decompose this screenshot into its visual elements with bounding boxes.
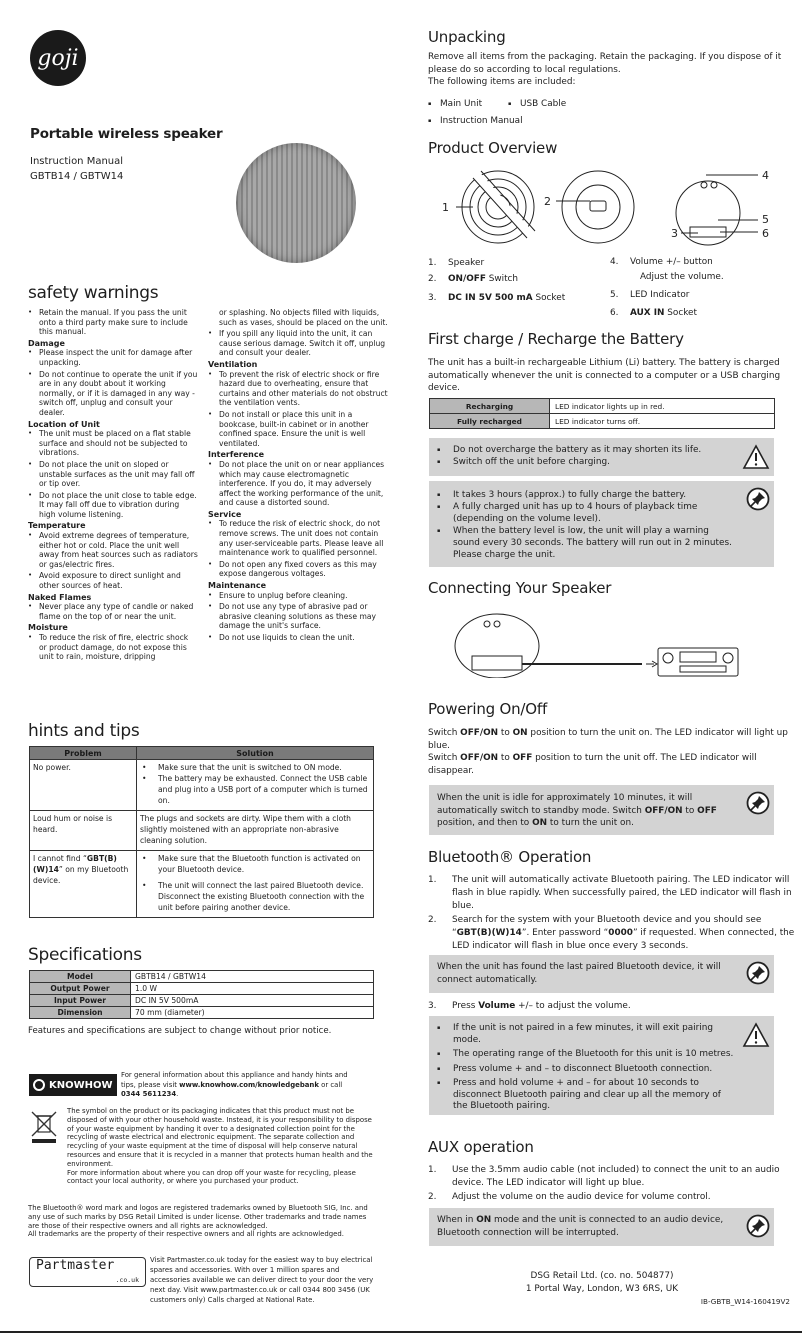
warning-triangle-icon [742, 444, 770, 470]
text: position to turn the unit on. The LED indicator will light up blue. [428, 728, 788, 751]
device-name: GBT(B)(W)14 [33, 854, 117, 874]
table-row [430, 399, 775, 414]
parts-column-1 [428, 255, 565, 306]
aux-note-box [429, 1208, 774, 1246]
bluetooth-trademark-notice [28, 1204, 378, 1239]
part-label: Socket [664, 308, 697, 318]
standby-note-box [429, 785, 774, 835]
table-row [30, 851, 374, 918]
right-page [402, 0, 802, 1335]
goji-logo: goji [30, 30, 86, 86]
table-header-row [30, 747, 374, 760]
step-text: ” if requested. When connected, the LED indicator will flash in blue once every 3 seconds. [452, 928, 795, 951]
partmaster-logo [29, 1257, 146, 1287]
safety-heading: Location of Unit [28, 419, 100, 429]
switch-position: ON [532, 818, 548, 828]
bluetooth-warning-box [429, 1016, 774, 1115]
step-number: 1. [428, 875, 437, 885]
powering-text [428, 727, 792, 777]
safety-heading: Naked Flames [28, 592, 92, 602]
included-item: ▪ USB Cable [508, 96, 566, 113]
company-name: DSG Retail Ltd. (co. no. 504877) [530, 1271, 674, 1281]
knowhow-text: For general information about this appliance and handy hints and tips, please visit [121, 1071, 348, 1089]
pushpin-note-icon [746, 791, 770, 815]
model-numbers: GBTB14 / GBTW14 [30, 171, 124, 182]
safety-item: • To prevent the risk of electric shock or fire hazard due to overheating, ensure that curtains and other materials do not obstruct the ventilation vents. [208, 370, 388, 408]
solution-item: • The battery may be exhausted. Connect the USB cable and plug into a USB port of a computer which is turned on. [140, 773, 370, 806]
step-text: +/– to adjust the volume. [515, 1001, 631, 1011]
safety-item: • Do not continue to operate the unit if you are in any doubt about it working normally, or if it is damaged in any way - switch off, unplug and consult your dealer. [28, 370, 198, 418]
callout-4: 4 [762, 169, 769, 182]
company-address [402, 1270, 802, 1295]
button-label: Volume [478, 1001, 516, 1011]
step-text: Search for the system with your Bluetooth device and you should see “ [452, 915, 762, 938]
solution-item: • Make sure that the unit is switched to ON mode. [140, 762, 370, 773]
connecting-title: Connecting Your Speaker [428, 579, 612, 597]
part-number: 3. [428, 293, 437, 303]
step-text: Adjust the volume on the audio device for volume control. [452, 1192, 711, 1202]
safety-item: • Do not place the unit on sloped or unstable surfaces as the unit may fall off or tip over. [28, 460, 198, 489]
solution-item: • The unit will connect the last paired Bluetooth device. Disconnect the existing Bluetooth connection with the unit before pairing another device. [140, 880, 370, 913]
warning-item: ▪ If the unit is not paired in a few minutes, it will exit pairing mode. [437, 1023, 734, 1046]
trademark-paragraph: The Bluetooth® word mark and logos are registered trademarks owned by Bluetooth SIG, Inc. and any use of such marks by DSG Retail Limited is under license. Other trademarks and trade names are those of their respective owners and all rights are acknowledged. [28, 1204, 368, 1230]
part-label-bold: AUX IN [630, 308, 665, 318]
warning-item: ▪ Press volume + and – to disconnect Bluetooth connection. [437, 1064, 734, 1076]
problem-cell [30, 851, 137, 918]
step-text: Use the 3.5mm audio cable (not included) to connect the unit to an audio device. The LED indicator will light up blue. [452, 1165, 780, 1188]
part-label-bold: DC IN 5V 500 mA [448, 293, 533, 303]
manual-label: Instruction Manual [30, 156, 124, 167]
table-row [30, 760, 374, 811]
power-off-instruction [428, 752, 792, 777]
warning-item: ▪ Press and hold volume + and – for about 10 seconds to disconnect Bluetooth pairing and clear up all the memory of the Bluetooth pairing. [437, 1078, 734, 1113]
safety-heading: Maintenance [208, 581, 267, 591]
charge-state: Fully recharged [430, 414, 550, 429]
part-item [428, 255, 565, 271]
part-number: 1. [428, 258, 437, 268]
note-text: mode and the unit is connected to an audio device, Bluetooth connection will be interrupted. [437, 1215, 724, 1238]
info-item: ▪ When the battery level is low, the unit will play a warning sound every 30 seconds. The battery will run out in 2 minutes. Please charge the unit. [437, 525, 734, 561]
step-number: 3. [428, 1001, 437, 1011]
partmaster-info: Visit Partmaster.co.uk today for the easiest way to buy electrical spares and accessories. With over 1 million spares and accessories available we can deliver direct to your door the very next day. Visit www.partmaster.co.uk or call 0344 800 3456 (UK customers only) Calls charged at National Rate. [150, 1256, 374, 1304]
info-item: ▪ A fully charged unit has up to 4 hours of playback time (depending on the volume level). [437, 501, 734, 525]
spec-value: DC IN 5V 500mA [131, 995, 374, 1007]
switch-position: ON [512, 728, 528, 738]
step-text: The unit will automatically activate Bluetooth pairing. The LED indicator will flash in blue rapidly. When successfully paired, the LED indicator will flash in blue. [452, 875, 792, 911]
speaker-image [236, 143, 356, 263]
part-label: LED Indicator [630, 290, 690, 300]
knowhow-info [121, 1071, 351, 1100]
unpacking-paragraph: Remove all items from the packaging. Retain the packaging. If you dispose of it please do so according to local regulations. [428, 52, 782, 75]
safety-item: • Do not install or place this unit in a bookcase, built-in cabinet or in another confined space. Ensure the unit is well ventilated. [208, 410, 388, 448]
text: position, and then to [437, 818, 533, 828]
callout-3: 3 [671, 227, 678, 240]
weee-paragraph: The symbol on the product or its packaging indicates that this product must not be disposed of with your other household waste. Instead, it is your responsibility to dispose of your waste equipment by handing it over to a designated collection point for the recycling of waste electrical and electronic equipment. The separate collection and recycling of your waste equipment at the time of disposal will help conserve natural resources and ensure that it is recycled in a manner that protects human health and the environment. [67, 1107, 373, 1168]
powering-title: Powering On/Off [428, 700, 548, 718]
safety-heading: Temperature [28, 521, 86, 531]
address-line: 1 Portal Way, London, W3 6RS, UK [525, 1283, 679, 1294]
switch-label: OFF/ON [644, 805, 683, 816]
text: When the unit is idle for approximately 10 minutes, it will automatically switch to standby mode. Switch [437, 793, 693, 816]
knowhow-text: or call [318, 1080, 343, 1089]
specifications-table [29, 970, 374, 1019]
spec-key: Input Power [30, 995, 131, 1007]
problem-text: ” on my Bluetooth device. [33, 865, 129, 885]
partmaster-logo-text: Partmaster [36, 1258, 115, 1273]
hints-table [29, 746, 374, 918]
knowhow-logo [29, 1074, 117, 1096]
switch-label: OFF/ON [460, 728, 499, 738]
weee-paragraph: For more information about where you can drop off your waste for recycling, please contact your local authority, or where you purchased your product. [67, 1168, 356, 1186]
led-state: LED indicator lights up in red. [550, 399, 775, 414]
part-label-bold: ON/OFF [448, 274, 486, 284]
mode-label: ON [476, 1215, 492, 1225]
safety-column-2 [208, 308, 388, 645]
device-name: GBT(B)(W)14 [456, 928, 522, 938]
specifications-title: Specifications [28, 945, 142, 965]
safety-item: • Do not open any fixed covers as this may expose dangerous voltages. [208, 560, 388, 579]
solution-cell: The plugs and sockets are dirty. Wipe them with a cloth slightly moistened with an appropriate non-abrasive cleaning solution. [137, 811, 374, 851]
step-item [428, 914, 796, 953]
product-title: Portable wireless speaker [30, 126, 223, 142]
part-item [610, 288, 724, 303]
problem-text: I cannot find “ [33, 854, 87, 863]
pushpin-note-icon [746, 487, 770, 511]
knowhow-logo-text: KNOWHOW [49, 1079, 113, 1091]
warning-triangle-icon [742, 1022, 770, 1048]
part-number: 5. [610, 290, 619, 300]
product-overview-diagram [428, 165, 788, 253]
info-item: ▪ It takes 3 hours (approx.) to fully charge the battery. [437, 489, 734, 501]
part-label: Switch [485, 274, 519, 284]
warning-item: ▪ The operating range of the Bluetooth for this unit is 10 metres. [437, 1049, 734, 1061]
manual-subtitle [30, 154, 123, 184]
part-item [428, 290, 565, 306]
note-text: When the unit has found the last paired Bluetooth device, it will connect automatically. [437, 962, 721, 985]
safety-warnings-title: safety warnings [28, 283, 159, 303]
switch-position: OFF [697, 805, 717, 816]
safety-item: • Do not use any type of abrasive pad or abrasive cleaning solutions as these may damage the unit's surface. [208, 602, 388, 631]
safety-item-continued: or splashing. No objects filled with liquids, such as vases, should be placed on the unit. [219, 308, 388, 327]
charge-status-table [429, 398, 775, 429]
password: 0000 [608, 928, 633, 938]
aux-steps [428, 1164, 796, 1205]
charge-info-box [429, 481, 774, 567]
safety-item: • Do not place the unit on or near appliances which may cause electromagnetic interference. If you do, it may adversely affect the working performance of the unit, and cause a distorted sound. [208, 460, 388, 508]
warning-item: ▪ Switch off the unit before charging. [437, 456, 734, 468]
included-item: ▪ Main Unit [428, 96, 492, 113]
product-overview-title: Product Overview [428, 139, 558, 157]
spec-value: 70 mm (diameter) [131, 1007, 374, 1019]
connection-diagram [452, 608, 742, 678]
safety-item: • If you spill any liquid into the unit, it can cause serious damage. Switch it off, unplug and consult your dealer. [208, 329, 388, 358]
table-row [30, 811, 374, 851]
part-number: 6. [610, 308, 619, 318]
warning-item: ▪ Do not overcharge the battery as it may shorten its life. [437, 444, 734, 456]
switch-label: OFF/ON [460, 753, 499, 763]
text: Switch [428, 753, 461, 763]
safety-item: • Retain the manual. If you pass the unit onto a third party make sure to include this manual. [28, 308, 198, 337]
part-label: Socket [532, 293, 566, 303]
part-item [428, 271, 565, 287]
solution-cell [137, 760, 374, 811]
charge-warning-box [429, 438, 774, 476]
callout-1: 1 [442, 201, 449, 214]
table-row [30, 995, 374, 1007]
included-item: ▪ Instruction Manual [428, 113, 523, 130]
page-bottom-rule [0, 1331, 802, 1333]
callout-2: 2 [544, 195, 551, 208]
part-item [610, 306, 724, 321]
safety-item: • The unit must be placed on a flat stable surface and should not be subjected to vibrations. [28, 429, 198, 458]
safety-heading: Ventilation [208, 359, 258, 369]
included-items [428, 96, 728, 130]
text: to [498, 728, 513, 738]
bluetooth-step-3 [428, 1000, 796, 1014]
trademark-paragraph: All trademarks are the property of their respective owners and all rights are acknowledged. [28, 1230, 344, 1239]
specifications-note: Features and specifications are subject to change without prior notice. [28, 1026, 332, 1036]
bluetooth-steps [428, 874, 796, 954]
safety-item: • Do not place the unit close to table edge. It may fall off due to vibration during high volume listening. [28, 491, 198, 520]
problem-cell: No power. [30, 760, 137, 811]
spec-key: Dimension [30, 1007, 131, 1019]
charge-title: First charge / Recharge the Battery [428, 330, 684, 348]
unpacking-title: Unpacking [428, 28, 506, 46]
safety-item: • Never place any type of candle or naked flame on the top of or near the unit. [28, 602, 198, 621]
knowhow-phone: 0344 5611234 [121, 1090, 177, 1098]
weee-bin-icon [30, 1110, 58, 1144]
solution-cell [137, 851, 374, 918]
table-row [30, 971, 374, 983]
step-number: 1. [428, 1165, 437, 1175]
safety-heading: Damage [28, 338, 65, 348]
led-state: LED indicator turns off. [550, 414, 775, 429]
part-sub-label: Adjust the volume. [640, 272, 724, 282]
safety-heading: Interference [208, 450, 265, 460]
step-number: 2. [428, 1192, 437, 1202]
charge-text: The unit has a built-in rechargeable Lithium (Li) battery. The battery is charged automatically whenever the unit is connected to a computer or a USB charging device. [428, 358, 781, 393]
text: position to turn the unit off. The LED indicator will disappear. [428, 753, 757, 776]
step-item [428, 1191, 796, 1204]
knowhow-text: . [176, 1090, 179, 1098]
part-number: 4. [610, 257, 619, 267]
spec-key: Model [30, 971, 131, 983]
step-text: Press [452, 1001, 479, 1011]
weee-notice [67, 1107, 377, 1186]
switch-position: OFF [512, 753, 533, 763]
part-number: 2. [428, 274, 437, 284]
safety-column-1 [28, 308, 198, 664]
aux-title: AUX operation [428, 1138, 534, 1156]
safety-item: • To reduce the risk of electric shock, do not remove screws. The unit does not contain any user-serviceable parts. Please leave all maintenance work to qualified personnel. [208, 519, 388, 557]
pushpin-note-icon [746, 961, 770, 985]
bluetooth-title: Bluetooth® Operation [428, 848, 592, 866]
safety-heading: Moisture [28, 623, 68, 633]
spec-key: Output Power [30, 983, 131, 995]
text: to [498, 753, 513, 763]
step-text: ”. Enter password “ [521, 928, 609, 938]
column-header-solution: Solution [137, 747, 374, 760]
part-label: Volume +/– button [630, 257, 713, 267]
part-label: Speaker [448, 258, 485, 268]
step-number: 2. [428, 915, 437, 925]
safety-item: • Avoid extreme degrees of temperature, either hot or cold. Place the unit well away from heat sources such as radiators or gas/electric fires. [28, 531, 198, 569]
step-item [428, 1000, 796, 1013]
table-row [30, 1007, 374, 1019]
safety-item: • Ensure to unplug before cleaning. [208, 591, 388, 601]
table-row [30, 983, 374, 995]
step-item [428, 1164, 796, 1190]
safety-item: • To reduce the risk of fire, electric shock or product damage, do not expose this unit to rain, moisture, dripping [28, 633, 198, 662]
parts-column-2 [610, 255, 724, 321]
note-text: When in [437, 1215, 477, 1225]
knowhow-ring-icon [33, 1079, 45, 1091]
safety-heading: Service [208, 509, 242, 519]
part-item [610, 255, 724, 270]
document-code: IB-GBTB_W14-160419V2 [700, 1297, 790, 1306]
spec-value: GBTB14 / GBTW14 [131, 971, 374, 983]
table-row [430, 414, 775, 429]
step-item [428, 874, 796, 913]
knowhow-link[interactable]: www.knowhow.com/knowledgebank [179, 1080, 319, 1089]
power-on-instruction [428, 727, 792, 752]
solution-item: • Make sure that the Bluetooth function is activated on your Bluetooth device. [140, 853, 370, 875]
pushpin-note-icon [746, 1214, 770, 1238]
text: to turn the unit on. [547, 818, 634, 828]
column-header-problem: Problem [30, 747, 137, 760]
callout-6: 6 [762, 227, 769, 240]
text: to [682, 805, 698, 816]
partmaster-logo-sub: .co.uk [115, 1276, 139, 1284]
text: Switch [428, 728, 461, 738]
charge-state: Recharging [430, 399, 550, 414]
problem-cell: Loud hum or noise is heard. [30, 811, 137, 851]
unpacking-text [428, 51, 788, 89]
callout-5: 5 [762, 213, 769, 226]
spec-value: 1.0 W [131, 983, 374, 995]
hints-tips-title: hints and tips [28, 721, 140, 741]
safety-item: • Avoid exposure to direct sunlight and other sources of heat. [28, 571, 198, 590]
auto-connect-note-box [429, 955, 774, 993]
safety-item: • Do not use liquids to clean the unit. [208, 633, 388, 643]
safety-item: • Please inspect the unit for damage after unpacking. [28, 348, 198, 367]
unpacking-paragraph: The following items are included: [428, 77, 576, 87]
